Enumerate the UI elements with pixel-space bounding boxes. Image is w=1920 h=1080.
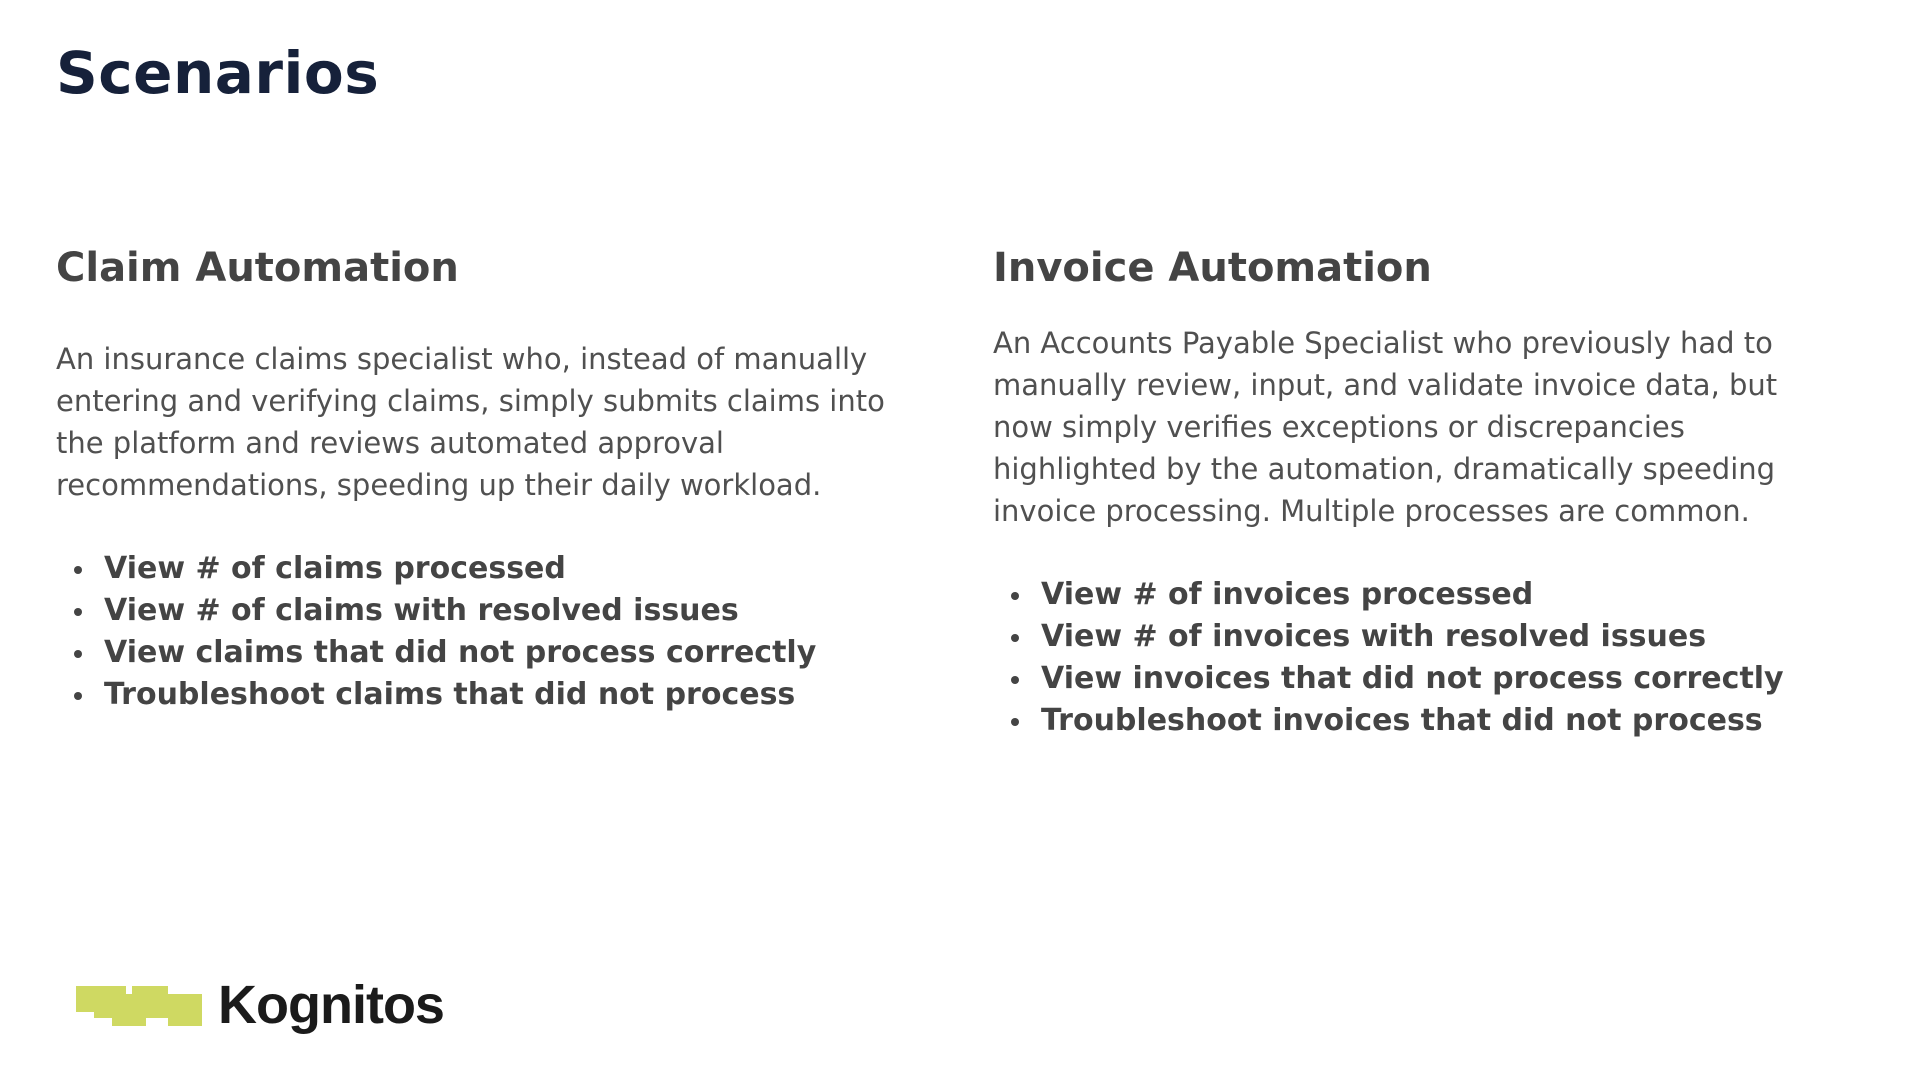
bullet-item (56, 674, 916, 716)
bullet-text: Troubleshoot claims that did not process (104, 677, 796, 712)
bullet-dot-icon (1011, 592, 1019, 600)
bullet-dot-icon (74, 566, 82, 574)
bullet-item (56, 548, 916, 590)
kognitos-wordmark: Kognitos (218, 975, 444, 1035)
claim-automation-section (56, 244, 916, 716)
bullet-item (56, 632, 916, 674)
claim-automation-title: Claim Automation (56, 245, 459, 291)
bullet-dot-icon (74, 692, 82, 700)
bullet-dot-icon (74, 650, 82, 658)
bullet-item (993, 574, 1813, 616)
bullet-item (56, 590, 916, 632)
bullet-text: View invoices that did not process correctly (1041, 661, 1784, 696)
bullet-dot-icon (1011, 676, 1019, 684)
bullet-text: View # of invoices processed (1041, 577, 1534, 612)
invoice-automation-section (993, 244, 1813, 742)
bullet-dot-icon (1011, 718, 1019, 726)
bullet-dot-icon (74, 608, 82, 616)
invoice-automation-description: An Accounts Payable Specialist who previously had to manually review, input, and validate invoice data, but now simply verifies exceptions or discrepancies highlighted by the automation, dramatically speeding invoice processing. Multiple processes are common. (993, 326, 1778, 528)
bullet-dot-icon (1011, 634, 1019, 642)
kognitos-logo (76, 970, 444, 1040)
bullet-text: View # of invoices with resolved issues (1041, 619, 1707, 654)
bullet-item (993, 700, 1813, 742)
bullet-text: View # of claims processed (104, 551, 566, 586)
invoice-automation-bullets (993, 574, 1813, 742)
page-title: Scenarios (56, 39, 380, 107)
bullet-text: View # of claims with resolved issues (104, 593, 739, 628)
claim-automation-description: An insurance claims specialist who, instead of manually entering and verifying claims, simply submits claims into the platform and reviews automated approval recommendations, speeding up their daily workload. (56, 342, 885, 502)
bullet-item (993, 616, 1813, 658)
kognitos-logo-icon (76, 984, 202, 1026)
claim-automation-bullets (56, 548, 916, 716)
bullet-text: View claims that did not process correctly (104, 635, 817, 670)
bullet-text: Troubleshoot invoices that did not process (1041, 703, 1763, 738)
bullet-item (993, 658, 1813, 700)
invoice-automation-title: Invoice Automation (993, 245, 1432, 291)
